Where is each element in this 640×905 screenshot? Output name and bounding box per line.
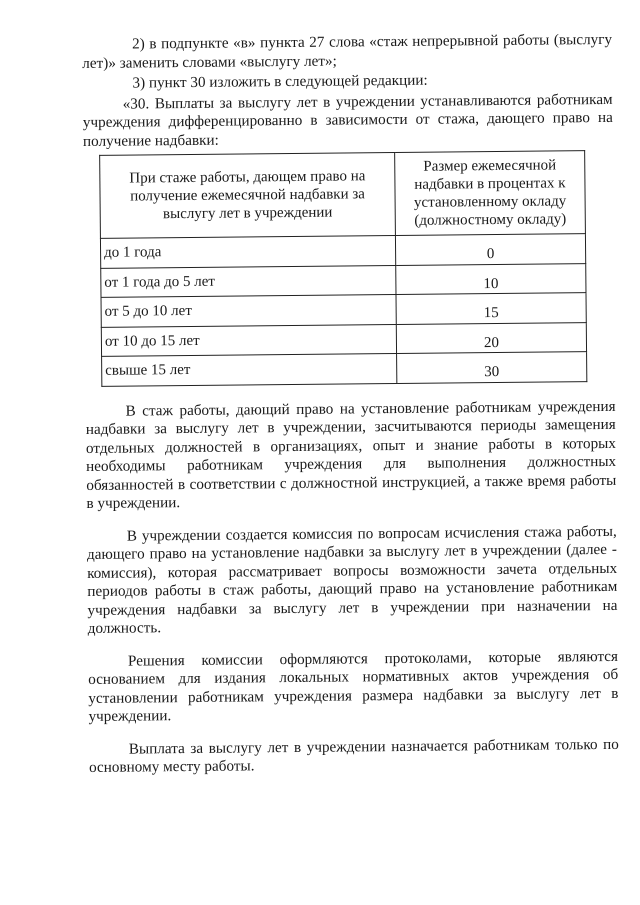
table-row-label: от 10 до 15 лет (101, 324, 396, 356)
table-header-row (100, 151, 586, 239)
item-3-text: 3) пункт 30 изложить в следующей редакции: (132, 71, 428, 92)
table-row-label: от 5 до 10 лет (101, 294, 396, 326)
item-30-text: «30. Выплаты за выслугу лет в учреждении устанавливаются работникам учреждения дифференцированно в зависимости от стажа, дающего право на получение надбавки: (82, 90, 613, 150)
table-row (100, 234, 585, 268)
paragraph-payment: Выплата за выслугу лет в учреждении назначается работникам только по основному месту работы. (88, 735, 619, 776)
table-row-value: 30 (397, 352, 587, 383)
table-header-stage: При стаже работы, дающем право на получение ежемесячной надбавки за выслугу лет в учреждении (100, 153, 396, 239)
table-row (102, 352, 587, 386)
table-row (101, 322, 586, 356)
table-row-label: до 1 года (100, 236, 395, 268)
allowance-table (99, 150, 587, 386)
table-row (101, 293, 586, 327)
body-paragraphs (86, 397, 620, 777)
table-row-label: от 1 года до 5 лет (101, 265, 396, 297)
document-page (82, 31, 619, 778)
table-row-value: 0 (395, 234, 585, 265)
table-row-value: 15 (396, 293, 586, 324)
paragraph-commission: В учреждении создается комиссия по вопросам исчисления стажа работы, дающего право на установление надбавки за выслугу лет в учреждении (далее - комиссия), которая рассматривает вопросы возможности зачета отдельных периодов работы в стаж работы, дающий право на установление работникам учреждения надбавки за выслугу лет в учреждении при назначении на должность. (86, 522, 618, 637)
item-2-text: 2) в подпункте «в» пункта 27 слова «стаж непрерывной работы (выслугу лет)» заменить словами «выслугу лет»; (82, 30, 613, 72)
paragraph-decisions: Решения комиссии оформляются протоколами, которые являются основанием для издания локальных нормативных актов учреждения об установлении работникам учреждения размера надбавки за выслугу лет в учреждении. (88, 647, 619, 725)
table-row (101, 263, 586, 297)
table-row-label: свыше 15 лет (102, 353, 397, 385)
table-header-size: Размер ежемесячной надбавки в процентах к установленному окладу (должностному окладу) (395, 151, 586, 236)
paragraph-seniority: В стаж работы, дающий право на установление работникам учреждения надбавки за выслугу лет в учреждении, засчитываются периоды замещения отдельных должностей в организациях, опыт и знание работы в которых необходимы работникам учреждения для выполнения должностных обязанностей в соответствии с должностной инструкцией, а также время работы в учреждении. (85, 397, 617, 512)
table-row-value: 20 (396, 322, 586, 353)
table-row-value: 10 (396, 263, 586, 294)
